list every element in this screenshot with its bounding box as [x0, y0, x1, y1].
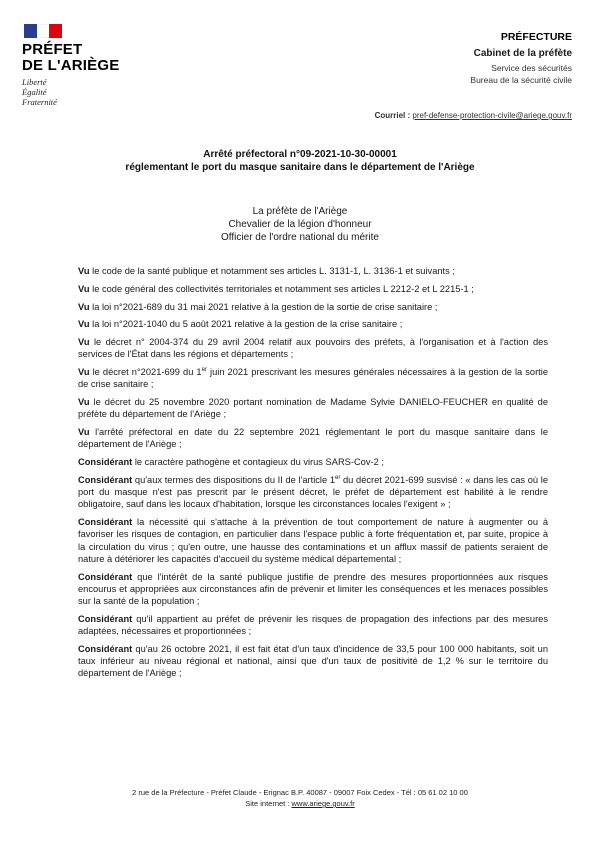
considerant-paragraph [78, 571, 548, 608]
considerant-paragraph [78, 643, 548, 680]
paragraph-keyword: Vu [78, 367, 90, 378]
marianne-logo [22, 24, 132, 107]
footer-site-link[interactable]: www.ariege.gouv.fr [291, 799, 355, 808]
paragraph-text: du décret 2021-699 susvisé : « dans les cas où le port du masque n'est pas prescrit par le présent décret, le préfet de département est habilité à le rendre obligatoire, sauf dans les locaux d'habitation, lorsque les circonstances locales l'exigent » ; [78, 474, 548, 510]
paragraph-keyword: Considérant [78, 571, 133, 582]
ordinal-superscript: er [201, 367, 207, 374]
paragraph-text: qu'il appartient au préfet de prévenir les risques de propagation des infections par des mesures adaptées, nécessaires et proportionnées ; [78, 613, 548, 636]
tricolor-flag-icon [24, 24, 62, 38]
paragraph-keyword: Vu [78, 266, 90, 276]
considerant-paragraph [78, 516, 548, 565]
vu-paragraph [78, 396, 548, 420]
motto-fraternite: Fraternité [22, 97, 57, 107]
footer-site [0, 798, 600, 809]
prefecture-label: PRÉFECTURE [500, 31, 572, 43]
logo-line-2: DE L'ARIÈGE [22, 57, 120, 74]
paragraph-text: juin 2021 prescrivant les mesures générales nécessaires à la gestion de la sortie de crise sanitaire ; [78, 367, 548, 390]
republic-motto [22, 77, 132, 107]
paragraph-keyword: Vu [78, 319, 90, 330]
paragraph-text: le décret n° 2004-374 du 29 avril 2004 relatif aux pouvoirs des préfets, à l'organisation et à l'action des services de l'État dans les régions et départements ; [78, 337, 548, 360]
paragraph-keyword: Considérant [78, 457, 133, 468]
considerant-paragraph [78, 456, 548, 468]
vu-paragraph [78, 301, 548, 313]
paragraph-keyword: Considérant [78, 474, 133, 485]
vu-paragraph [78, 426, 548, 450]
ordinal-superscript: er [335, 474, 341, 481]
service-label: Service des sécurités [491, 63, 572, 73]
decree-title [0, 148, 600, 174]
paragraph-keyword: Vu [78, 337, 90, 348]
authority-line: Officier de l'ordre national du mérite [221, 232, 379, 243]
footer-site-label: Site internet : [245, 799, 292, 808]
paragraph-text: le décret n°2021-699 du 1 [89, 367, 202, 378]
paragraph-text: qu'au 26 octobre 2021, il est fait état d'un taux d'incidence de 33,5 pour 100 000 habitants, soit un taux inférieur au niveau régional et national, ainsi que d'un taux de positivité de 1,2 % sur le territoire du département de l'Ariège ; [78, 643, 548, 679]
paragraph-text: le code de la santé publique et notamment ses articles L. 3131-1, L. 3136-1 et suivants ; [89, 266, 455, 276]
decree-subject: réglementant le port du masque sanitaire dans le département de l'Ariège [125, 162, 475, 173]
considerant-paragraph [78, 474, 548, 511]
paragraph-text: que l'intérêt de la santé publique justifie de prendre des mesures proportionnées aux risques encourus et appropriées aux circonstances afin de prévenir et limiter les conséquences et les menaces possibles sur la santé de la population ; [78, 571, 548, 606]
considerant-paragraph [78, 613, 548, 637]
paragraph-text: qu'aux termes des dispositions du II de l'article 1 [132, 474, 335, 485]
paragraph-keyword: Vu [78, 397, 90, 408]
paragraph-text: la loi n°2021-689 du 31 mai 2021 relative à la gestion de la sortie de crise sanitaire ; [89, 301, 438, 312]
paragraph-text: le code général des collectivités territoriales et notamment ses articles L 2212-2 et L 2215-1 ; [89, 283, 474, 294]
decree-number: Arrêté préfectoral n°09-2021-10-30-00001 [203, 149, 397, 160]
paragraph-text: la loi n°2021-1040 du 5 août 2021 relative à la gestion de la crise sanitaire ; [89, 319, 403, 330]
courriel-link[interactable]: pref-defense-protection-civile@ariege.gouv.fr [412, 111, 572, 120]
footer [0, 787, 600, 809]
vu-paragraph [78, 366, 548, 390]
issuer-header [470, 30, 572, 86]
authority-block [0, 205, 600, 244]
paragraph-keyword: Vu [78, 283, 90, 294]
paragraph-text: la nécessité qui s'attache à la prévention de tout comportement de nature à augmenter ou à favoriser les risques de contagion, en particulier dans l'espace public à forte fréquentation et, par suite, propice à la circulation du virus ; qu'en outre, une hausse des contaminations et un afflux massif de patients seraient de nature à détériorer les capacités d'accueil du système médical départemental ; [78, 517, 548, 564]
motto-egalite: Égalité [22, 87, 47, 97]
vu-paragraph [78, 336, 548, 360]
cabinet-label: Cabinet de la préfète [473, 48, 572, 59]
motto-liberte: Liberté [22, 77, 47, 87]
bureau-label: Bureau de la sécurité civile [470, 75, 572, 85]
vu-paragraph [78, 283, 548, 295]
paragraph-keyword: Considérant [78, 613, 133, 624]
vu-paragraph [78, 318, 548, 330]
paragraph-text: l'arrêté préfectoral en date du 22 septembre 2021 réglementant le port du masque sanitaire dans le département de l'Ariège ; [78, 427, 548, 450]
paragraph-keyword: Vu [78, 301, 90, 312]
courriel-label: Courriel : [374, 111, 411, 120]
authority-line: La préfète de l'Ariège [252, 206, 348, 217]
paragraph-keyword: Considérant [78, 517, 133, 528]
paragraph-text: le caractère pathogène et contagieux du virus SARS-Cov-2 ; [132, 457, 384, 468]
vu-paragraph [78, 265, 548, 277]
decree-body [78, 265, 548, 685]
paragraph-text: le décret du 25 novembre 2020 portant nomination de Madame Sylvie DANIELO-FEUCHER en qualité de préfète du département de l'Ariège ; [78, 397, 548, 420]
paragraph-keyword: Vu [78, 427, 90, 438]
authority-line: Chevalier de la légion d'honneur [228, 219, 372, 230]
footer-address: 2 rue de la Préfecture - Préfet Claude - Erignac B.P. 40087 - 09007 Foix Cedex - Tél : 05 61 02 10 00 [132, 788, 468, 797]
logo-line-1: PRÉFET [22, 41, 83, 58]
paragraph-keyword: Considérant [78, 643, 133, 654]
courriel-line [375, 111, 572, 120]
